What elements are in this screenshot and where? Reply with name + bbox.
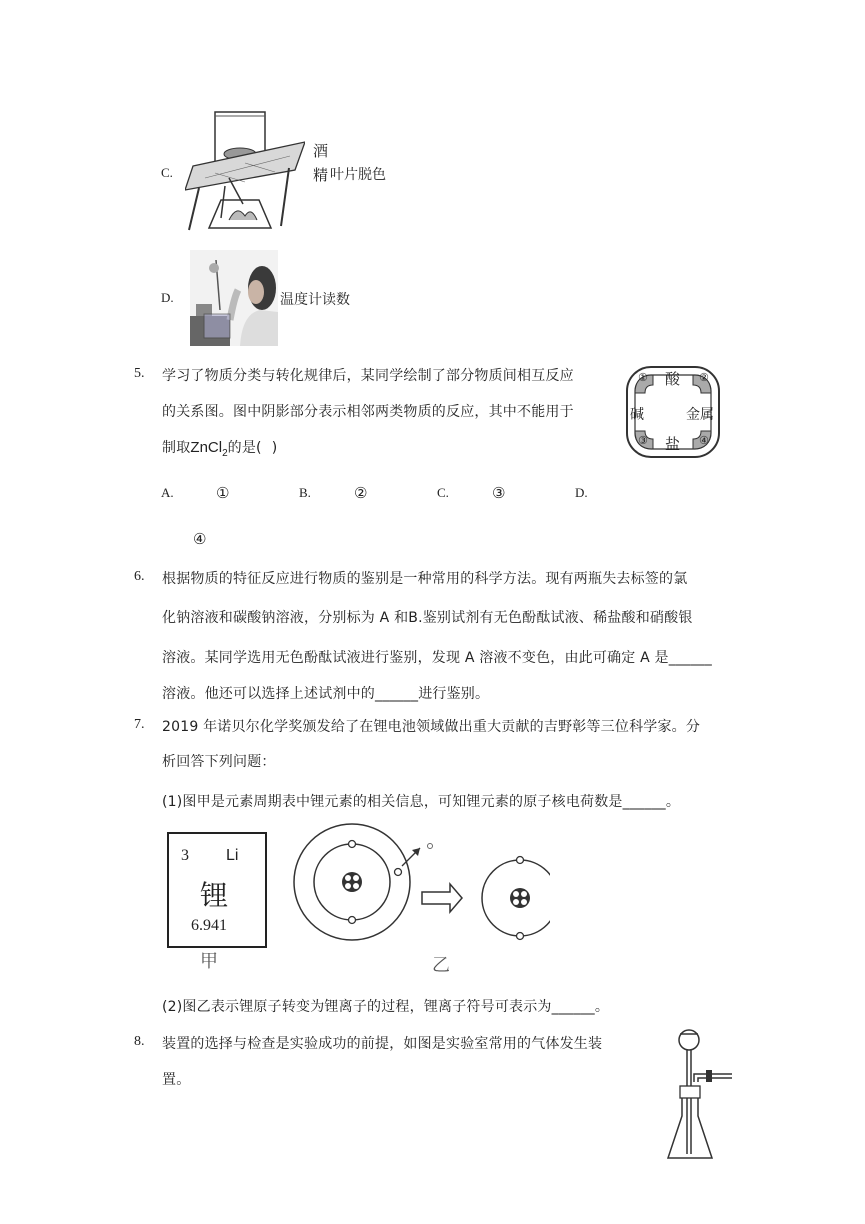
option-c-label-big: 精	[313, 166, 329, 184]
lithium-atom-ion-diagram	[290, 820, 550, 950]
formula-sub: 2	[222, 448, 228, 459]
q5-number: 5.	[134, 366, 145, 381]
gas-generation-apparatus-image	[660, 1026, 740, 1164]
q5-option-d-value[interactable]: ④	[193, 530, 207, 548]
diagram-num-2: ②	[699, 371, 709, 384]
q8-number: 8.	[134, 1034, 145, 1049]
diagram-base-label: 碱	[630, 407, 644, 423]
option-c-label-rest: 叶片脱色	[330, 167, 386, 183]
q6-line3: 溶液。某同学选用无色酚酞试液进行鉴别，发现 A 溶液不变色，由此可确定 A 是______	[162, 650, 712, 666]
q5-option-d-letter[interactable]: D.	[575, 485, 588, 500]
q5-option-c-value[interactable]: ③	[492, 484, 506, 502]
q7-number: 7.	[134, 717, 145, 732]
q5-line2: 的关系图。图中阴影部分表示相邻两类物质的反应，其中不能用于	[162, 404, 574, 420]
diagram-metal-label: 金属	[686, 407, 714, 423]
q7-sub2: (2)图乙表示锂原子转变为锂离子的过程，锂离子符号可表示为______。	[162, 999, 610, 1015]
diagram-num-4: ④	[699, 434, 709, 447]
q6-number: 6.	[134, 569, 145, 584]
q5-option-b-value[interactable]: ②	[354, 484, 368, 502]
q5-option-c-letter[interactable]: C.	[437, 485, 449, 500]
thermometer-reading-photo	[190, 250, 278, 346]
element-symbol: Li	[226, 847, 239, 864]
diagram-num-1: ①	[638, 371, 648, 384]
caption-figure-b: 乙	[432, 955, 450, 976]
q5-line3-prefix: 制取	[162, 440, 191, 456]
q7-sub1: (1)图甲是元素周期表中锂元素的相关信息，可知锂元素的原子核电荷数是______。	[162, 794, 681, 810]
option-d-letter: D.	[161, 290, 174, 305]
formula-main: ZnCl	[190, 439, 223, 456]
option-d-label: 温度计读数	[280, 292, 350, 308]
diagram-salt-label: 盐	[665, 435, 681, 453]
q7-line1: 2019 年诺贝尔化学奖颁发给了在锂电池领域做出重大贡献的吉野彰等三位科学家。分	[162, 719, 701, 735]
q5-line1: 学习了物质分类与转化规律后，某同学绘制了部分物质间相互反应	[162, 368, 574, 384]
q5-line3-suffix: 的是(	[227, 440, 262, 456]
q6-line1: 根据物质的特征反应进行物质的鉴别是一种常用的科学方法。现有两瓶失去标签的氯	[162, 571, 688, 587]
q6-line2: 化钠溶液和碳酸钠溶液，分别标为 A 和B.鉴别试剂有无色酚酞试液、稀盐酸和硝酸银	[162, 610, 693, 626]
element-atomic-number: 3	[181, 847, 189, 864]
q7-line2: 析回答下列问题：	[162, 754, 276, 770]
q5-line3-close: )	[271, 440, 278, 456]
q5-option-b-letter[interactable]: B.	[299, 485, 311, 500]
option-c-label-top: 酒	[313, 142, 329, 160]
q5-option-a-letter[interactable]: A.	[161, 485, 174, 500]
q5-line3	[162, 437, 277, 459]
zncl2-formula	[190, 439, 228, 459]
alcohol-decolor-apparatus-image	[185, 108, 305, 233]
element-name: 锂	[200, 879, 229, 912]
element-mass: 6.941	[191, 917, 227, 934]
diagram-num-3: ③	[638, 434, 648, 447]
q5-option-a-value[interactable]: ①	[216, 484, 230, 502]
q6-line4: 溶液。他还可以选择上述试剂中的______进行鉴别。	[162, 686, 490, 702]
q8-line1: 装置的选择与检查是实验成功的前提，如图是实验室常用的气体发生装	[162, 1036, 603, 1052]
q8-line2: 置。	[162, 1072, 191, 1088]
caption-figure-a: 甲	[200, 951, 218, 972]
diagram-acid-label: 酸	[665, 370, 681, 388]
option-c-letter: C.	[161, 165, 173, 180]
